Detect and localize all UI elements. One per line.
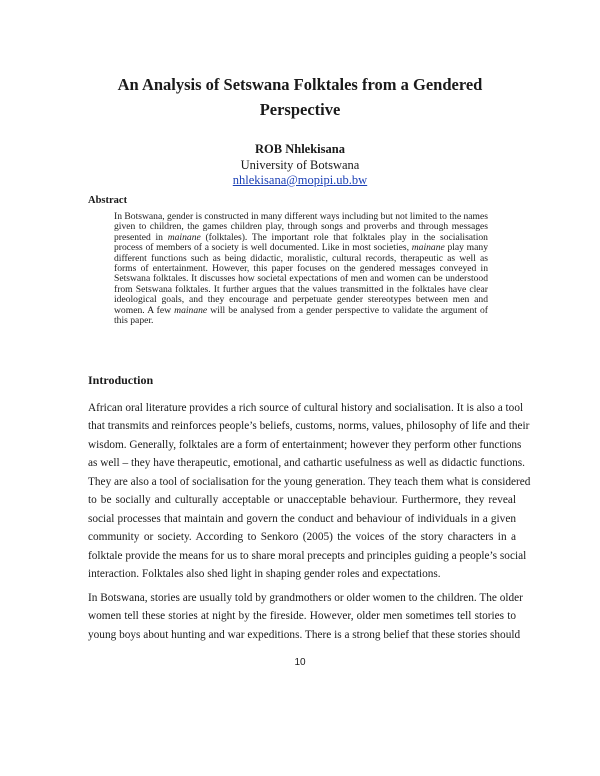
abstract-text: In Botswana, gender is constructed in many different ways including but not limited to the names given to children, the games children play, through songs and proverbs and through messages presented in mainane (folktales). The important role that folktales play in the socialisation process of members of a society is well documented. Like in most societies, mainane play many different functions such as being didactic, moralistic, cultural records, therapeutic as well as forms of entertainment. However, this paper focuses on the gendered messages conveyed in Setswana folktales. It discusses how societal expectations of men and women can be understood from Setswana folktales. It further argues that the values transmitted in the folktales have clear ideological goals, and they encourage and perpetuate gender stereotypes between men and women. A few mainane will be analysed from a gender perspective to validate the argument of this paper. bbox=[114, 211, 488, 327]
page-number: 10 bbox=[294, 657, 306, 668]
author-name: ROB Nhlekisana bbox=[255, 142, 345, 156]
text-line: to be socially and culturally acceptable or unacceptable behaviour. Furthermore, they reveal bbox=[88, 494, 516, 507]
author-affiliation: University of Botswana bbox=[240, 157, 360, 172]
introduction-heading: Introduction bbox=[88, 373, 154, 387]
author-block bbox=[0, 142, 600, 189]
text-line: social processes that maintain and govern the conduct and behaviour of individuals in a given bbox=[88, 512, 516, 525]
term-mainane: mainane bbox=[167, 231, 201, 243]
text-line: young boys about hunting and war expeditions. There is a strong belief that these stories should bbox=[88, 628, 521, 641]
text-line: that transmits and reinforces people’s beliefs, customs, norms, values, philosophy of life and their bbox=[88, 420, 530, 433]
term-mainane: mainane bbox=[411, 242, 445, 254]
term-mainane: mainane bbox=[174, 304, 208, 316]
introduction-paragraph-1 bbox=[88, 399, 531, 584]
text-line: as well – they have therapeutic, emotional, and cathartic usefulness as well as didactic functions. bbox=[88, 457, 525, 470]
text-line: folktale provide the means for us to share moral precepts and principles guiding a people’s social bbox=[88, 549, 527, 562]
paper-title-line-1: An Analysis of Setswana Folktales from a Gendered bbox=[117, 75, 483, 94]
author-email-link[interactable]: nhlekisana@mopipi.ub.bw bbox=[232, 173, 368, 187]
abstract-heading: Abstract bbox=[88, 195, 128, 206]
text-line: interaction. Folktales also shed light in shaping gender roles and expectations. bbox=[88, 568, 441, 581]
text-line: They are also a tool of socialisation for the young generation. They teach them what is considered bbox=[88, 475, 531, 488]
text-line: African oral literature provides a rich source of cultural history and socialisation. It is also a tool bbox=[88, 402, 524, 414]
text-line: wisdom. Generally, folktales are a form of entertainment; however they perform other functions bbox=[88, 438, 522, 451]
text-line: In Botswana, stories are usually told by grandmothers or older women to the children. The older bbox=[88, 592, 523, 604]
text-line: women tell these stories at night by the fireside. However, older men sometimes tell stories to bbox=[88, 610, 516, 623]
introduction-paragraph-2 bbox=[88, 589, 523, 644]
text-line: community or society. According to Senkoro (2005) the voices of the story characters in a bbox=[88, 531, 516, 544]
paper-title-line-2: Perspective bbox=[259, 100, 341, 119]
